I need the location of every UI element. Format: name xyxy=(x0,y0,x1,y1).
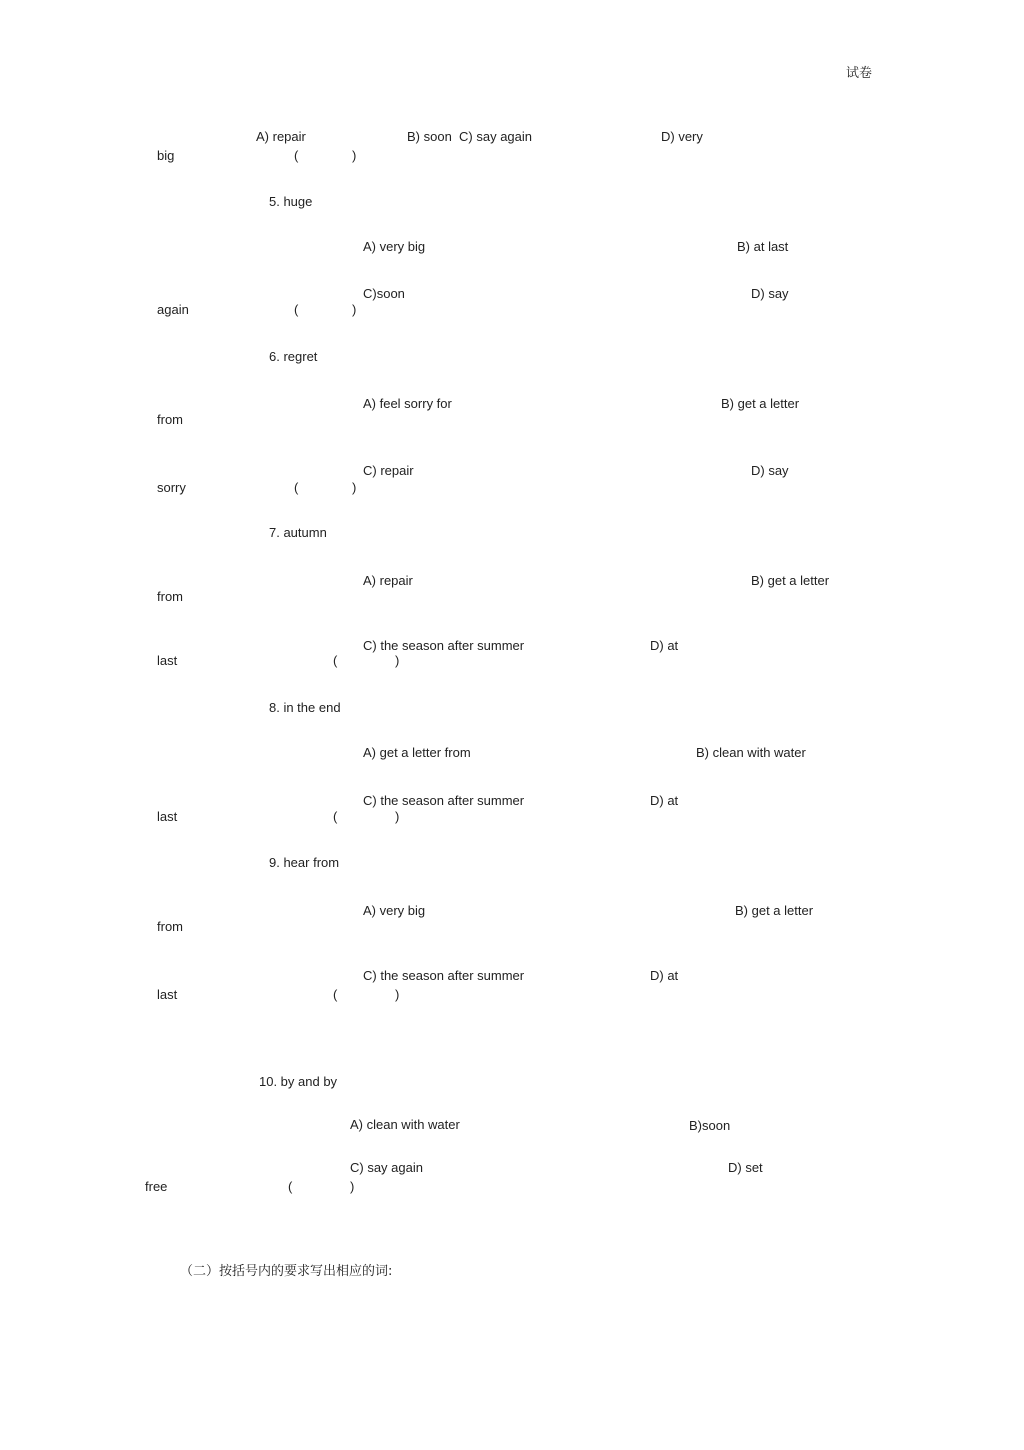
option-b-c: B) soon C) say again xyxy=(407,129,533,144)
option-d-start: D) set xyxy=(728,1160,763,1175)
question-stem: 9. hear from xyxy=(269,855,340,870)
option-b-start: B) get a letter xyxy=(751,573,830,588)
option-b-start: B) get a letter xyxy=(721,396,800,411)
option-d-end: free xyxy=(145,1179,168,1194)
answer-paren-close: ) xyxy=(350,1179,355,1194)
question-stem: 7. autumn xyxy=(269,525,327,540)
option-b: B) at last xyxy=(737,239,789,254)
option-d-start: D) say xyxy=(751,463,789,478)
question-stem: 5. huge xyxy=(269,194,313,209)
option-b-end: from xyxy=(157,412,183,427)
answer-paren-open: ( xyxy=(294,148,299,163)
option-d-start: D) at xyxy=(650,793,679,808)
answer-paren-close: ) xyxy=(352,480,357,495)
option-a: A) feel sorry for xyxy=(363,396,452,411)
option-d-end: again xyxy=(157,302,189,317)
option-c: C) the season after summer xyxy=(363,968,525,983)
option-c: C) repair xyxy=(363,463,414,478)
question-stem: 10. by and by xyxy=(259,1074,338,1089)
option-d-end: sorry xyxy=(157,480,186,495)
answer-paren-open: ( xyxy=(333,653,338,668)
question-stem: 6. regret xyxy=(269,349,318,364)
option-d-start: D) at xyxy=(650,968,679,983)
option-b: B) clean with water xyxy=(696,745,806,760)
option-a: A) get a letter from xyxy=(363,745,471,760)
option-a: A) repair xyxy=(256,129,306,144)
option-d-start: D) very xyxy=(661,129,703,144)
option-c: C)soon xyxy=(363,286,405,301)
option-b-end: from xyxy=(157,919,183,934)
answer-paren-close: ) xyxy=(352,148,357,163)
option-d-end: last xyxy=(157,809,178,824)
option-b-end: from xyxy=(157,589,183,604)
option-a: A) very big xyxy=(363,239,426,254)
answer-paren-open: ( xyxy=(333,809,338,824)
option-c: C) say again xyxy=(350,1160,423,1175)
answer-paren-open: ( xyxy=(294,480,299,495)
option-b: B)soon xyxy=(689,1118,731,1133)
option-d-end: last xyxy=(157,653,178,668)
option-d-end: big xyxy=(157,148,175,163)
answer-paren-open: ( xyxy=(288,1179,293,1194)
answer-paren-open: ( xyxy=(333,987,338,1002)
answer-paren-close: ) xyxy=(395,987,400,1002)
section-heading: （二）按括号内的要求写出相应的词: xyxy=(180,1264,393,1279)
answer-paren-open: ( xyxy=(294,302,299,317)
question-stem: 8. in the end xyxy=(269,700,341,715)
option-a: A) repair xyxy=(363,573,413,588)
option-d-start: D) say xyxy=(751,286,789,301)
option-a: A) very big xyxy=(363,903,426,918)
answer-paren-close: ) xyxy=(352,302,357,317)
option-c: C) the season after summer xyxy=(363,793,525,808)
page-header-label: 试卷 xyxy=(846,66,873,81)
option-c: C) the season after summer xyxy=(363,638,525,653)
answer-paren-close: ) xyxy=(395,809,400,824)
option-d-end: last xyxy=(157,987,178,1002)
answer-paren-close: ) xyxy=(395,653,400,668)
option-d-start: D) at xyxy=(650,638,679,653)
option-b-start: B) get a letter xyxy=(735,903,814,918)
option-a: A) clean with water xyxy=(350,1117,460,1132)
